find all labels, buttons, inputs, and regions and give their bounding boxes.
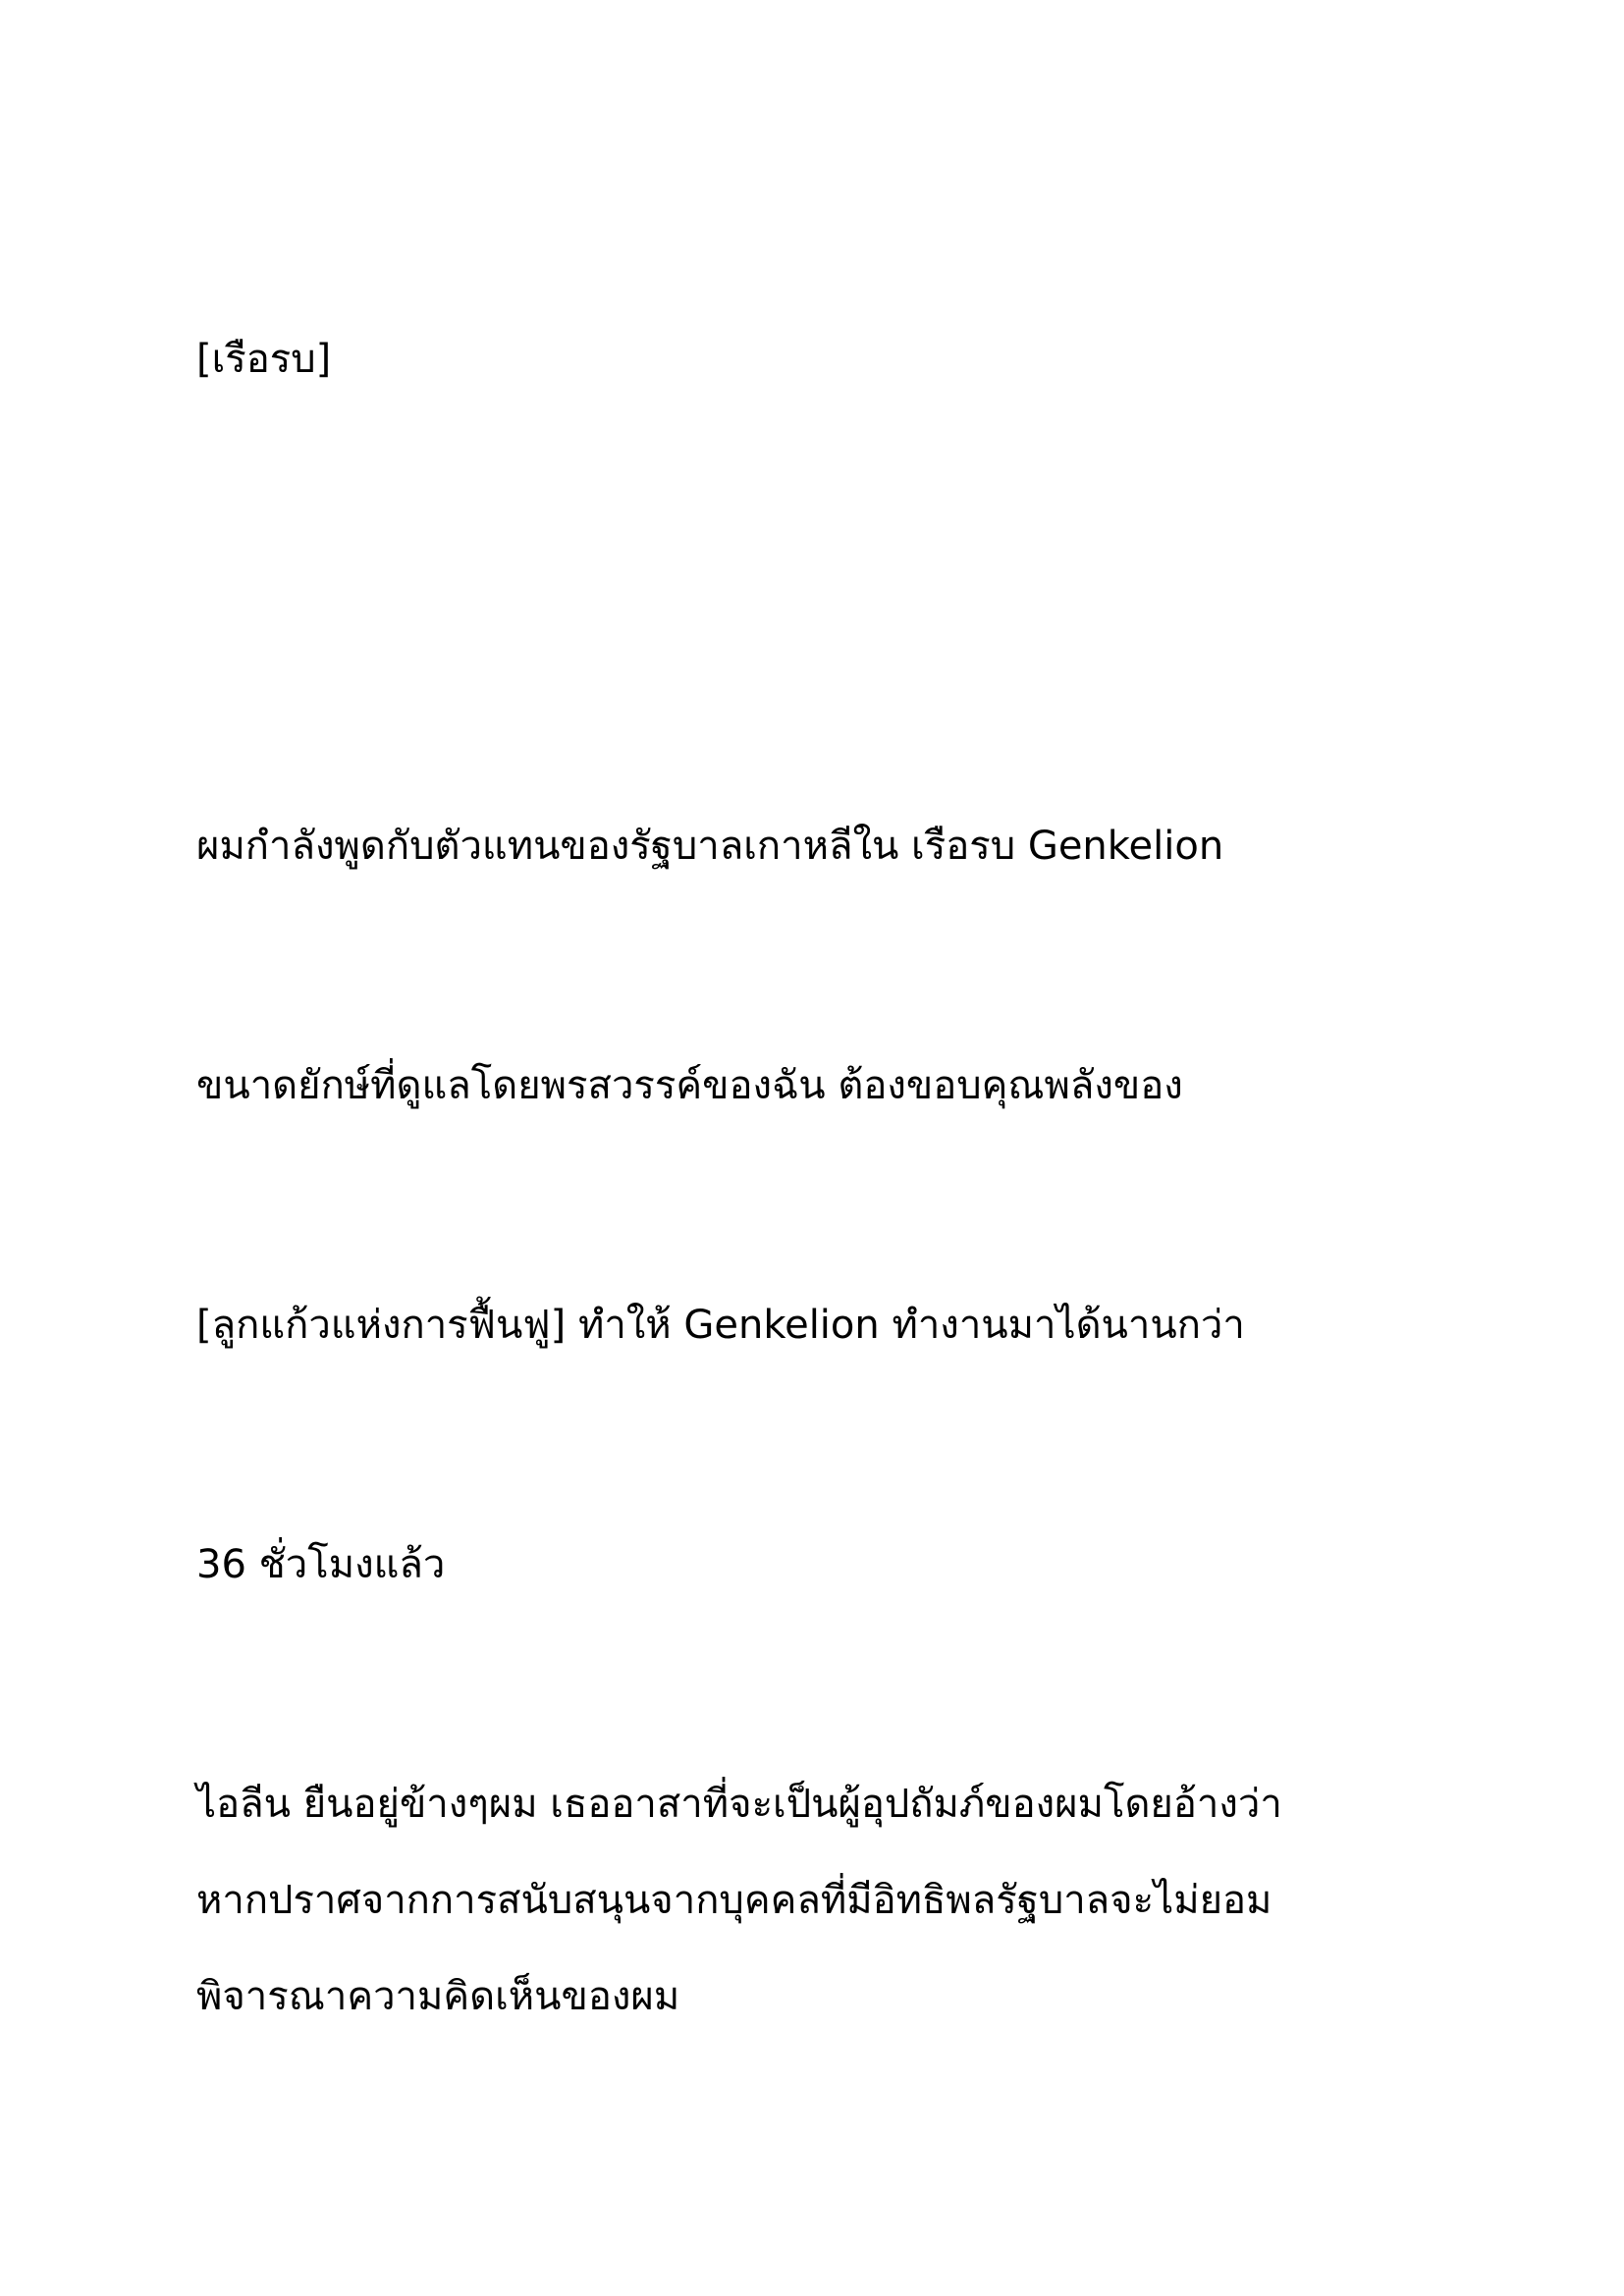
text-line-2: ขนาดยักษ์ที่ดูแลโดยพรสวรรค์ของฉัน ต้องขอบคุณพลังของ	[196, 1063, 1183, 1108]
text-line-5: ไอลีน ยืนอยู่ข้างๆผม เธออาสาที่จะเป็นผู้อุปถัมภ์ของผมโดยอ้างว่า	[196, 1782, 1282, 1827]
text-line-1: ผมกำลังพูดกับตัวแทนของรัฐบาลเกาหลีใน เรือรบ Genkelion	[196, 824, 1224, 869]
text-line-6: หากปราศจากการสนับสนุนจากบุคคลที่มีอิทธิพลรัฐบาลจะไม่ยอม	[196, 1878, 1272, 1923]
text-line-3: [ลูกแก้วแห่งการฟื้นฟู] ทำให้ Genkelion ทำงานมาได้นานกว่า	[196, 1303, 1245, 1348]
text-line-7: พิจารณาความคิดเห็นของผม	[196, 1974, 680, 2019]
section-heading: [เรือรบ]	[196, 337, 332, 382]
text-line-4: 36 ชั่วโมงแล้ว	[196, 1542, 446, 1587]
